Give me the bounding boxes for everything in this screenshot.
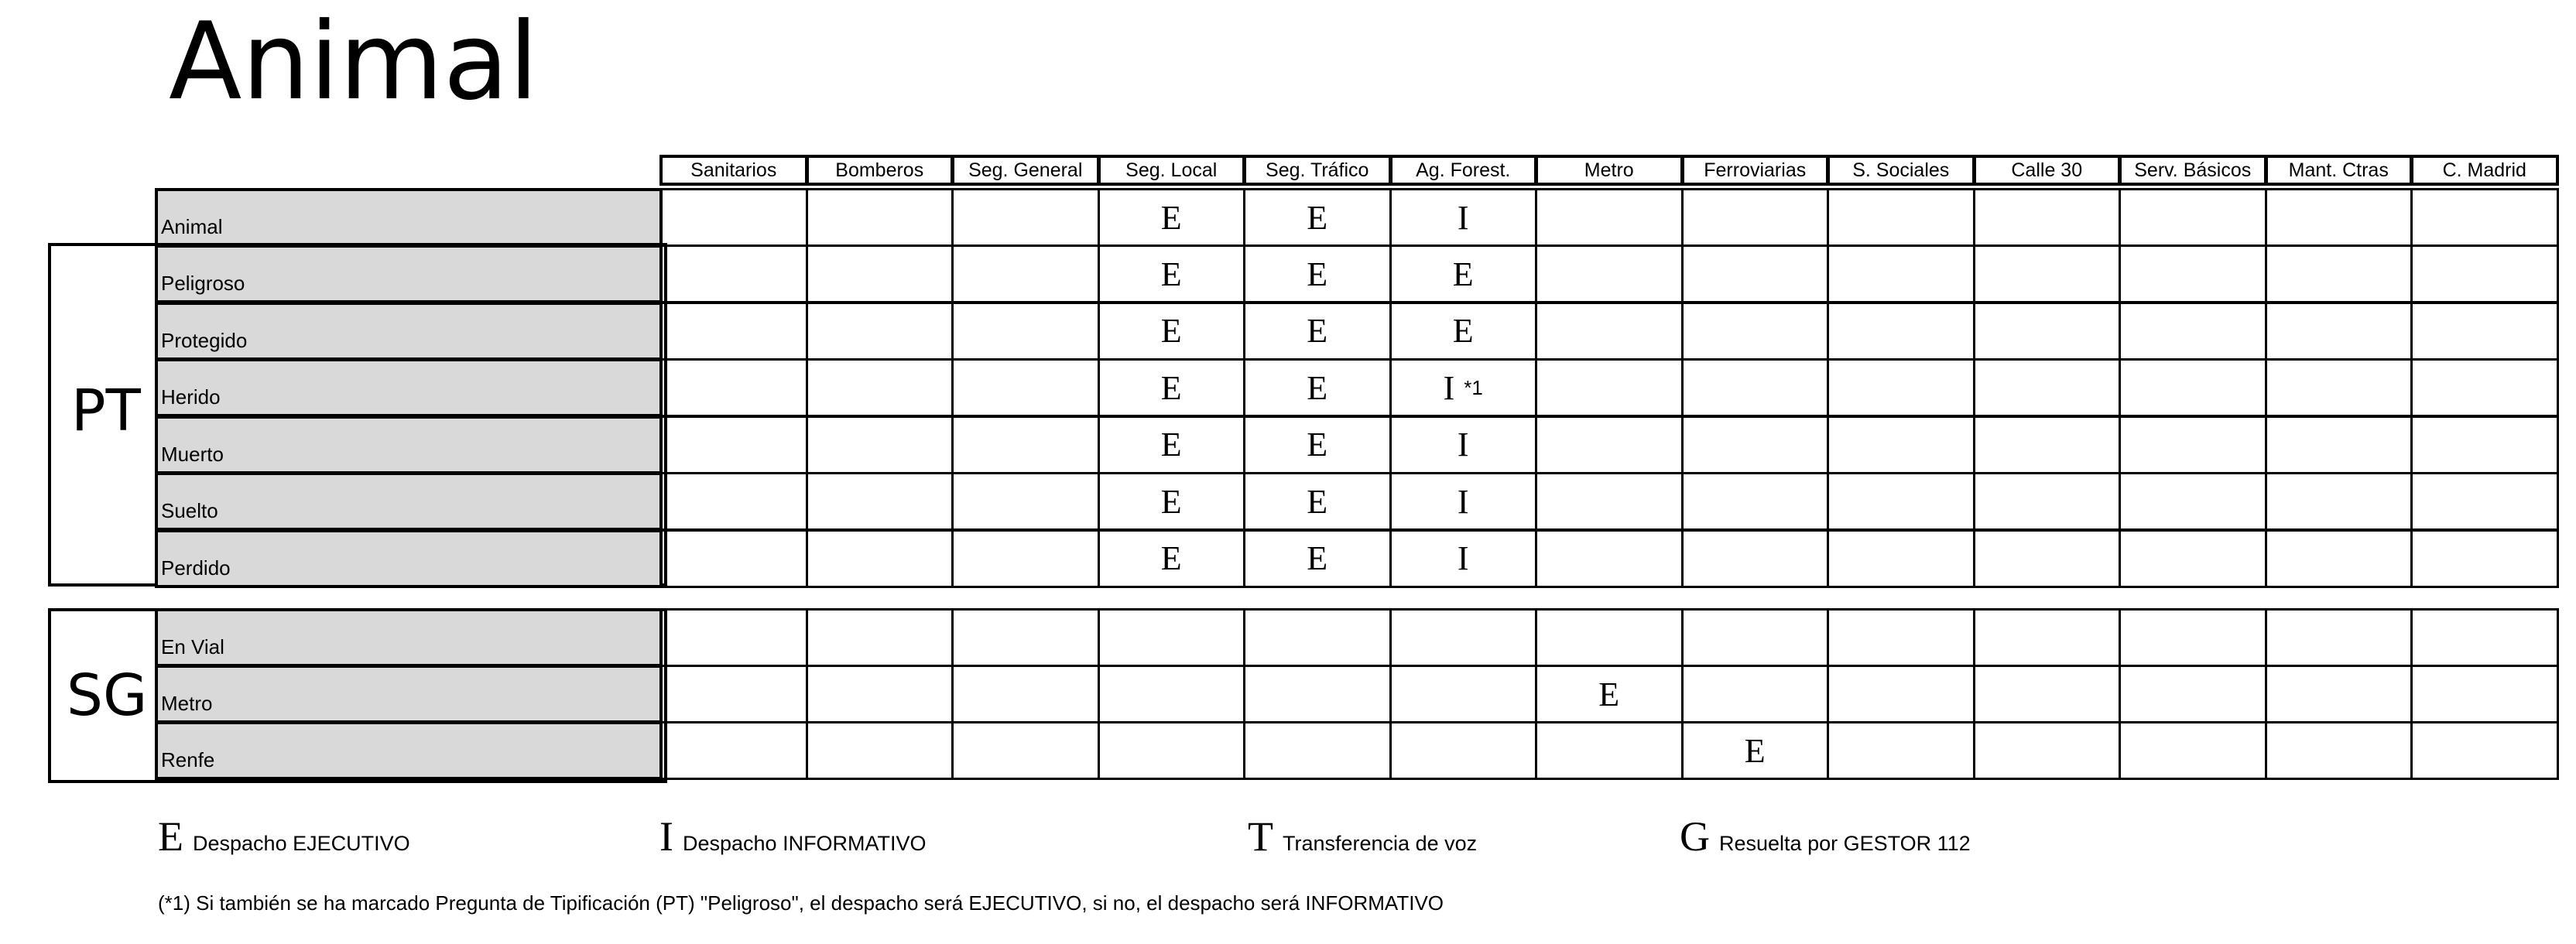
cell-code: E	[1307, 368, 1328, 407]
matrix-cell	[2119, 608, 2267, 667]
matrix-cell	[1098, 302, 1246, 361]
matrix-cell	[1243, 358, 1392, 417]
cell-code: E	[1160, 539, 1182, 577]
legend-text: Transferencia de voz	[1283, 832, 1478, 855]
matrix-cell	[1535, 245, 1684, 303]
matrix-cell	[806, 608, 954, 667]
matrix-cell	[2119, 721, 2267, 780]
matrix-cell	[806, 188, 954, 247]
matrix-cell	[1098, 416, 1246, 474]
matrix-cell	[806, 358, 954, 417]
cell-code: E	[1307, 426, 1328, 463]
matrix-cell	[1243, 608, 1392, 667]
matrix-cell	[1389, 721, 1538, 780]
cell-code: E	[1744, 731, 1766, 770]
cell-code: E	[1160, 255, 1182, 293]
matrix-cell	[1098, 358, 1246, 417]
cell-code: E	[1452, 312, 1474, 350]
matrix-cell	[2410, 245, 2559, 303]
matrix-cell	[806, 721, 954, 780]
matrix-cell	[2410, 665, 2559, 723]
legend-item	[1248, 812, 1477, 860]
matrix-cell	[2410, 302, 2559, 361]
row-label: Peligroso	[155, 245, 663, 303]
matrix-cell	[2265, 529, 2413, 588]
matrix-cell	[1827, 665, 1975, 723]
matrix-cell	[1098, 721, 1246, 780]
legend-text: Despacho EJECUTIVO	[193, 832, 410, 855]
matrix-cell	[951, 188, 1100, 247]
matrix-cell	[659, 608, 808, 667]
matrix-cell	[1681, 665, 1830, 723]
matrix-cell	[1681, 245, 1830, 303]
matrix-cell	[1535, 665, 1684, 723]
note-marker: *1	[1464, 375, 1483, 399]
cell-code: E	[1160, 312, 1182, 350]
matrix-cell	[1389, 608, 1538, 667]
row-label: Animal	[155, 188, 663, 247]
cell-code: E	[1160, 482, 1182, 521]
column-header: Ag. Forest.	[1389, 155, 1538, 186]
matrix-cell	[1681, 472, 1830, 531]
column-header: Sanitarios	[659, 155, 808, 186]
matrix-cell	[2410, 416, 2559, 474]
cell-code: E	[1307, 255, 1328, 293]
matrix-cell	[659, 188, 808, 247]
matrix-cell	[1243, 472, 1392, 531]
matrix-cell	[1243, 188, 1392, 247]
matrix-cell	[1243, 302, 1392, 361]
matrix-cell	[659, 245, 808, 303]
row-label: Muerto	[155, 416, 663, 474]
matrix-cell	[1827, 608, 1975, 667]
legend-text: Despacho INFORMATIVO	[682, 832, 927, 855]
column-header: Seg. Tráfico	[1243, 155, 1392, 186]
matrix-cell	[1389, 358, 1538, 417]
matrix-cell	[1098, 188, 1246, 247]
matrix-cell	[2119, 416, 2267, 474]
matrix-cell	[951, 416, 1100, 474]
matrix-cell	[1973, 188, 2122, 247]
legend-item	[158, 812, 410, 860]
matrix-cell	[1243, 665, 1392, 723]
matrix-cell	[1389, 416, 1538, 474]
section-label: SG	[67, 662, 148, 729]
matrix-cell	[951, 302, 1100, 361]
cell-code: E	[1160, 426, 1182, 463]
matrix-cell	[659, 302, 808, 361]
matrix-cell	[1243, 245, 1392, 303]
column-header: Bomberos	[806, 155, 954, 186]
matrix-cell	[1389, 302, 1538, 361]
matrix-cell	[2265, 721, 2413, 780]
column-header: Calle 30	[1973, 155, 2122, 186]
matrix-cell	[806, 472, 954, 531]
matrix-cell	[1827, 245, 1975, 303]
matrix-cell	[806, 302, 954, 361]
matrix-cell	[951, 472, 1100, 531]
cell-code: I	[1457, 426, 1469, 463]
cell-code: I	[1457, 482, 1469, 521]
legend-text: Resuelta por GESTOR 112	[1719, 832, 1971, 855]
matrix-cell	[1973, 302, 2122, 361]
matrix-cell	[1535, 358, 1684, 417]
matrix-cell	[659, 721, 808, 780]
matrix-cell	[1973, 358, 2122, 417]
matrix-cell	[1827, 358, 1975, 417]
matrix-cell	[951, 608, 1100, 667]
matrix-cell	[806, 665, 954, 723]
matrix-cell	[806, 245, 954, 303]
matrix-cell	[1243, 529, 1392, 588]
page-title: Animal	[169, 0, 539, 124]
matrix-cell	[1389, 472, 1538, 531]
cell-code: E	[1160, 368, 1182, 407]
matrix-cell	[2265, 188, 2413, 247]
matrix-cell	[1389, 529, 1538, 588]
matrix-cell	[2265, 416, 2413, 474]
matrix-cell	[806, 529, 954, 588]
matrix-cell	[1098, 472, 1246, 531]
matrix-cell	[1973, 665, 2122, 723]
legend-code: G	[1680, 813, 1710, 860]
cell-code: E	[1307, 482, 1328, 521]
matrix-cell	[1973, 608, 2122, 667]
section-label: PT	[71, 378, 141, 444]
legend-item	[659, 812, 927, 860]
matrix-cell	[659, 358, 808, 417]
matrix-cell	[1973, 245, 2122, 303]
column-header: S. Sociales	[1827, 155, 1975, 186]
row-label: Protegido	[155, 302, 663, 361]
matrix-cell	[1827, 472, 1975, 531]
matrix-cell	[2265, 302, 2413, 361]
cell-code: E	[1598, 675, 1620, 713]
matrix-cell	[2410, 472, 2559, 531]
legend-code: E	[158, 813, 183, 860]
matrix-cell	[1243, 416, 1392, 474]
matrix-cell	[2119, 529, 2267, 588]
cell-code: E	[1307, 198, 1328, 237]
matrix-cell	[659, 529, 808, 588]
matrix-cell	[2410, 188, 2559, 247]
matrix-cell	[1827, 302, 1975, 361]
matrix-cell	[2119, 245, 2267, 303]
matrix-cell	[2119, 188, 2267, 247]
matrix-cell	[1098, 608, 1246, 667]
matrix-cell	[1535, 416, 1684, 474]
matrix-cell	[1098, 665, 1246, 723]
cell-code: I	[1457, 539, 1469, 577]
column-header: Mant. Ctras	[2265, 155, 2413, 186]
matrix-cell	[1681, 529, 1830, 588]
matrix-cell	[1535, 302, 1684, 361]
matrix-cell	[1243, 721, 1392, 780]
matrix-cell	[951, 721, 1100, 780]
matrix-cell	[1535, 529, 1684, 588]
matrix-cell	[1681, 358, 1830, 417]
matrix-cell	[659, 665, 808, 723]
column-header: Serv. Básicos	[2119, 155, 2267, 186]
matrix-cell	[1681, 188, 1830, 247]
column-header: Metro	[1535, 155, 1684, 186]
matrix-cell	[1098, 529, 1246, 588]
column-header: Seg. General	[951, 155, 1100, 186]
matrix-cell	[1827, 529, 1975, 588]
matrix-cell	[1681, 416, 1830, 474]
matrix-cell	[2265, 472, 2413, 531]
matrix-cell	[1973, 721, 2122, 780]
row-label: Metro	[155, 665, 663, 723]
matrix-cell	[1827, 188, 1975, 247]
matrix-cell	[2265, 665, 2413, 723]
matrix-cell	[1389, 665, 1538, 723]
matrix-cell	[1681, 721, 1830, 780]
matrix-cell	[2410, 358, 2559, 417]
cell-code: E	[1160, 198, 1182, 237]
matrix-cell	[1973, 416, 2122, 474]
matrix-cell	[2265, 245, 2413, 303]
matrix-cell	[1973, 529, 2122, 588]
matrix-cell	[2119, 472, 2267, 531]
cell-code: E	[1452, 255, 1474, 293]
matrix-cell	[1827, 416, 1975, 474]
matrix-cell	[659, 472, 808, 531]
matrix-cell	[951, 529, 1100, 588]
matrix-cell	[1389, 188, 1538, 247]
matrix-cell	[2119, 665, 2267, 723]
matrix-cell	[1681, 608, 1830, 667]
matrix-cell	[1098, 245, 1246, 303]
cell-code: E	[1307, 312, 1328, 350]
matrix-cell	[1681, 302, 1830, 361]
matrix-cell	[2119, 358, 2267, 417]
matrix-cell	[2265, 608, 2413, 667]
matrix-cell	[1535, 608, 1684, 667]
matrix-cell	[1973, 472, 2122, 531]
matrix-cell	[1535, 188, 1684, 247]
column-header: Seg. Local	[1098, 155, 1246, 186]
matrix-cell	[951, 245, 1100, 303]
matrix-cell	[2410, 608, 2559, 667]
matrix-cell	[659, 416, 808, 474]
matrix-cell	[2410, 529, 2559, 588]
column-header: Ferroviarias	[1681, 155, 1830, 186]
matrix-cell	[1535, 472, 1684, 531]
matrix-cell	[1535, 721, 1684, 780]
column-header: C. Madrid	[2410, 155, 2559, 186]
row-label: Herido	[155, 358, 663, 417]
legend-code: I	[659, 813, 673, 860]
row-label: En Vial	[155, 608, 663, 667]
footnote: (*1) Si también se ha marcado Pregunta de Tipificación (PT) "Peligroso", el despacho será EJECUTIVO, si no, el despacho será INFORMATIVO	[158, 891, 1444, 915]
matrix-cell	[1389, 245, 1538, 303]
row-label: Renfe	[155, 721, 663, 780]
matrix-cell	[951, 358, 1100, 417]
matrix-cell	[1827, 721, 1975, 780]
legend-code: T	[1248, 813, 1273, 860]
cell-code: I	[1443, 368, 1455, 407]
matrix-cell	[806, 416, 954, 474]
row-label: Perdido	[155, 529, 663, 588]
matrix-cell	[2265, 358, 2413, 417]
matrix-cell	[2410, 721, 2559, 780]
cell-code: I	[1457, 198, 1469, 237]
row-label: Suelto	[155, 472, 663, 531]
matrix-cell	[2119, 302, 2267, 361]
matrix-cell	[951, 665, 1100, 723]
cell-code: E	[1307, 539, 1328, 577]
legend-item	[1680, 812, 1971, 860]
